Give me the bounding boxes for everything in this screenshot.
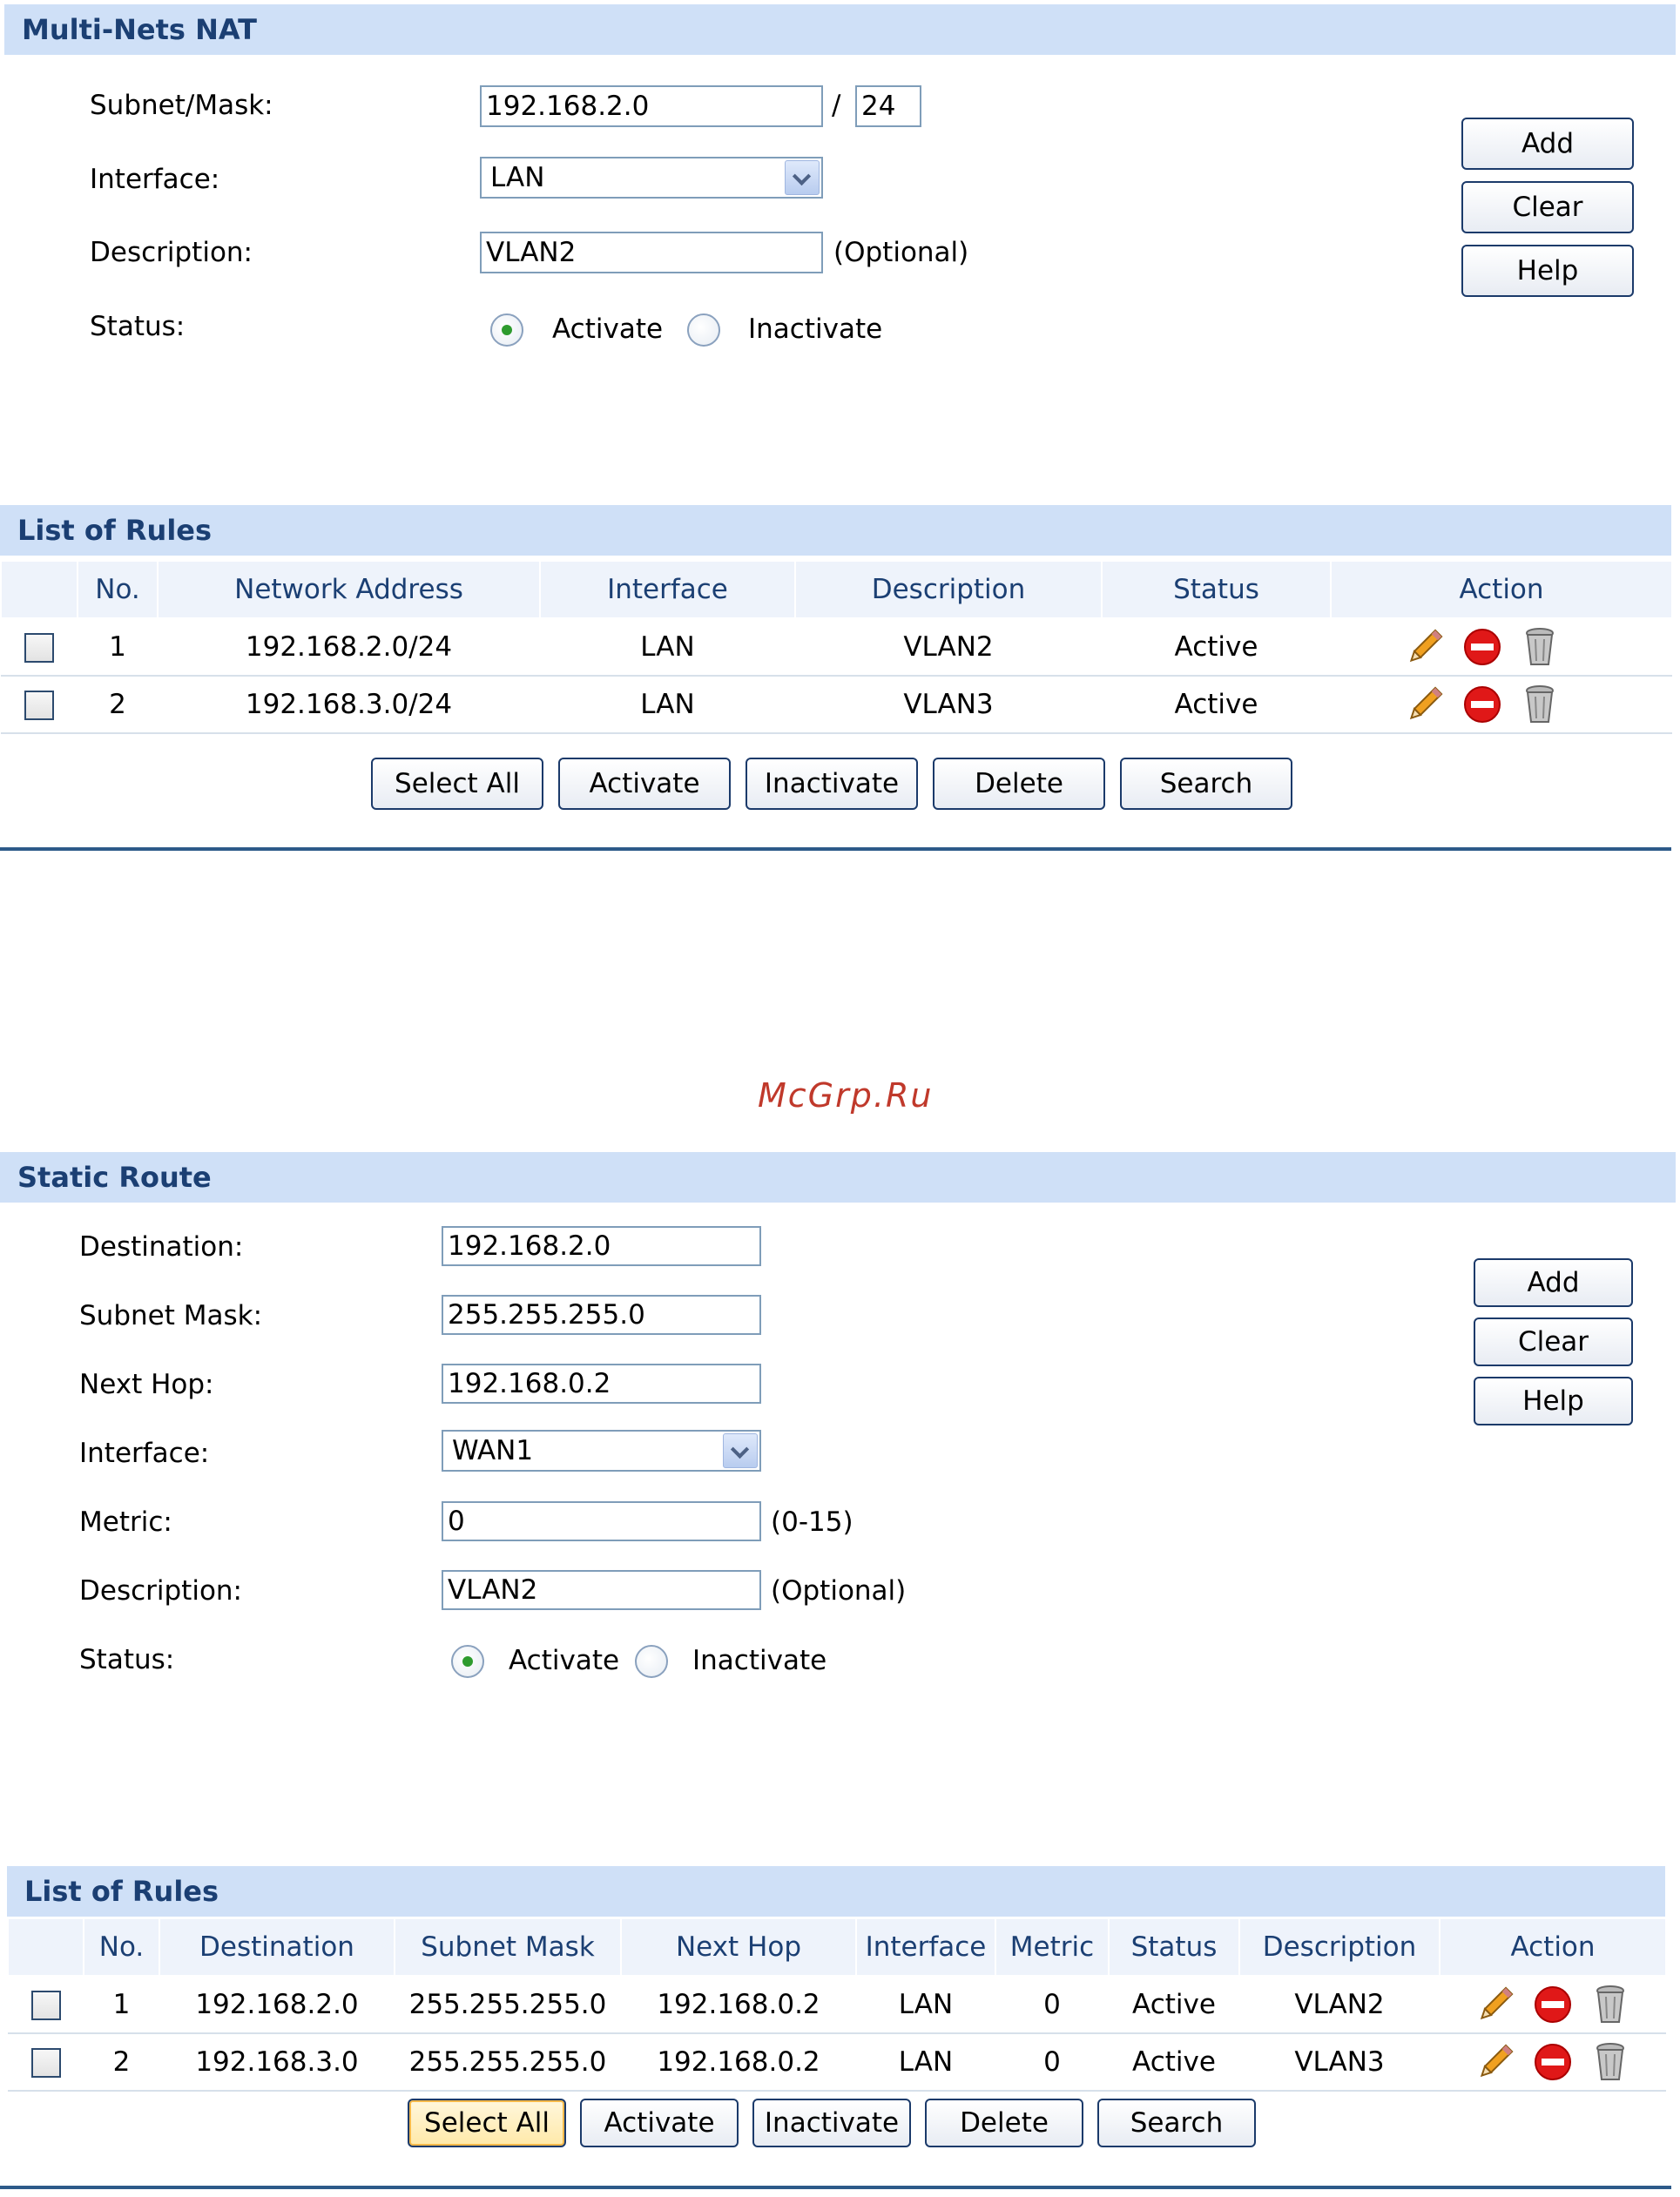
route-status-inactivate-label: Inactivate — [692, 1645, 827, 1676]
chevron-down-icon[interactable] — [723, 1433, 758, 1468]
row-mask: 255.255.255.0 — [395, 2033, 621, 2091]
col-action: Action — [1331, 561, 1672, 618]
row-interface: LAN — [540, 676, 795, 733]
col-select — [8, 1918, 84, 1976]
row-status: Active — [1102, 676, 1331, 733]
row-actions — [1440, 1976, 1666, 2033]
no-entry-icon[interactable] — [1461, 626, 1503, 668]
row-description: VLAN2 — [795, 618, 1102, 676]
nat-section-divider — [0, 847, 1671, 851]
nat-interface-label: Interface: — [90, 164, 220, 195]
route-clear-button[interactable]: Clear — [1474, 1318, 1633, 1366]
pencil-icon[interactable] — [1474, 2041, 1516, 2083]
row-description: VLAN3 — [1239, 2033, 1440, 2091]
subnet-mask-label: Subnet/Mask: — [90, 90, 273, 121]
route-delete-button[interactable]: Delete — [925, 2099, 1083, 2147]
row-checkbox[interactable] — [24, 691, 54, 720]
nat-interface-select[interactable] — [480, 157, 823, 199]
pencil-icon[interactable] — [1474, 1984, 1516, 2025]
nat-status-activate-radio[interactable] — [490, 313, 523, 347]
row-interface: LAN — [540, 618, 795, 676]
route-metric-input[interactable]: 0 — [442, 1501, 761, 1541]
row-interface: LAN — [856, 1976, 995, 2033]
row-actions — [1331, 676, 1672, 733]
col-interface: Interface — [856, 1918, 995, 1976]
row-no: 1 — [78, 618, 158, 676]
row-destination: 192.168.2.0 — [159, 1976, 395, 2033]
no-entry-icon[interactable] — [1461, 684, 1503, 725]
col-no: No. — [84, 1918, 159, 1976]
row-no: 2 — [84, 2033, 159, 2091]
nat-status-inactivate-radio[interactable] — [687, 313, 720, 347]
row-mask: 255.255.255.0 — [395, 1976, 621, 2033]
nat-status-activate-label: Activate — [552, 313, 664, 345]
route-status-label: Status: — [79, 1644, 175, 1675]
route-interface-value: WAN1 — [452, 1435, 534, 1466]
nat-rules-table — [0, 560, 1673, 734]
route-rules-title: List of Rules — [24, 1875, 219, 1908]
col-description: Description — [795, 561, 1102, 618]
nat-section-title: Multi-Nets NAT — [22, 13, 257, 46]
route-description-label: Description: — [79, 1575, 242, 1607]
route-section-header — [0, 1152, 1676, 1203]
trash-icon[interactable] — [1589, 2041, 1631, 2083]
route-interface-label: Interface: — [79, 1438, 210, 1469]
table-row — [8, 2033, 1666, 2091]
trash-icon[interactable] — [1519, 626, 1561, 668]
route-rules-table — [7, 1917, 1667, 2092]
row-metric: 0 — [995, 2033, 1109, 2091]
route-mask-input[interactable]: 255.255.255.0 — [442, 1295, 761, 1335]
route-select-all-button[interactable]: Select All — [408, 2099, 566, 2147]
col-status: Status — [1109, 1918, 1239, 1976]
nat-rules-title: List of Rules — [17, 514, 213, 547]
row-checkbox[interactable] — [31, 1991, 61, 2020]
row-status: Active — [1109, 1976, 1239, 2033]
route-add-button[interactable]: Add — [1474, 1258, 1633, 1307]
table-row — [1, 676, 1672, 733]
nat-description-input[interactable]: VLAN2 — [480, 232, 823, 273]
route-search-button[interactable]: Search — [1097, 2099, 1256, 2147]
col-action: Action — [1440, 1918, 1666, 1976]
trash-icon[interactable] — [1589, 1984, 1631, 2025]
nat-mask-input[interactable]: 24 — [855, 85, 921, 127]
pencil-icon[interactable] — [1404, 626, 1446, 668]
nat-interface-value: LAN — [490, 162, 545, 193]
row-interface: LAN — [856, 2033, 995, 2091]
nat-activate-button[interactable]: Activate — [558, 758, 731, 810]
subnet-slash: / — [832, 90, 841, 121]
nat-select-all-button[interactable]: Select All — [371, 758, 543, 810]
route-activate-button[interactable]: Activate — [580, 2099, 739, 2147]
nat-subnet-input[interactable]: 192.168.2.0 — [480, 85, 823, 127]
route-rules-header-row — [8, 1918, 1666, 1976]
row-checkbox[interactable] — [24, 633, 54, 663]
route-help-button[interactable]: Help — [1474, 1377, 1633, 1425]
nat-inactivate-button[interactable]: Inactivate — [746, 758, 918, 810]
destination-label: Destination: — [79, 1231, 244, 1263]
row-status: Active — [1109, 2033, 1239, 2091]
nat-rules-header-row — [1, 561, 1672, 618]
metric-range-hint: (0-15) — [771, 1506, 853, 1538]
route-status-activate-radio[interactable] — [451, 1645, 484, 1678]
col-no: No. — [78, 561, 158, 618]
route-section-divider — [0, 2186, 1671, 2189]
row-status: Active — [1102, 618, 1331, 676]
col-network-address: Network Address — [158, 561, 540, 618]
no-entry-icon[interactable] — [1532, 1984, 1574, 2025]
table-row — [1, 618, 1672, 676]
route-status-activate-label: Activate — [509, 1645, 620, 1676]
nat-search-button[interactable]: Search — [1120, 758, 1292, 810]
row-description: VLAN3 — [795, 676, 1102, 733]
route-mask-label: Subnet Mask: — [79, 1300, 263, 1331]
route-destination-input[interactable]: 192.168.2.0 — [442, 1226, 761, 1266]
chevron-down-icon[interactable] — [785, 160, 820, 195]
table-row — [8, 1976, 1666, 2033]
route-interface-select[interactable] — [442, 1430, 761, 1472]
route-nexthop-input[interactable]: 192.168.0.2 — [442, 1364, 761, 1404]
col-status: Status — [1102, 561, 1331, 618]
nat-optional-hint: (Optional) — [833, 237, 969, 268]
nat-help-button[interactable]: Help — [1461, 245, 1634, 297]
nat-status-label: Status: — [90, 311, 186, 342]
row-actions — [1440, 2033, 1666, 2091]
nat-add-button[interactable]: Add — [1461, 118, 1634, 170]
route-description-input[interactable]: VLAN2 — [442, 1570, 761, 1610]
route-rules-header — [7, 1866, 1665, 1917]
col-subnet-mask: Subnet Mask — [395, 1918, 621, 1976]
row-checkbox[interactable] — [31, 2048, 61, 2078]
row-metric: 0 — [995, 1976, 1109, 2033]
col-destination: Destination — [159, 1918, 395, 1976]
no-entry-icon[interactable] — [1532, 2041, 1574, 2083]
col-interface: Interface — [540, 561, 795, 618]
row-nexthop: 192.168.0.2 — [621, 2033, 856, 2091]
route-inactivate-button[interactable]: Inactivate — [752, 2099, 911, 2147]
route-section-title: Static Route — [17, 1161, 212, 1194]
row-no: 2 — [78, 676, 158, 733]
nat-section-header — [4, 4, 1676, 55]
col-select — [1, 561, 78, 618]
row-nexthop: 192.168.0.2 — [621, 1976, 856, 2033]
row-no: 1 — [84, 1976, 159, 2033]
col-next-hop: Next Hop — [621, 1918, 856, 1976]
route-optional-hint: (Optional) — [771, 1575, 907, 1607]
nat-rules-header — [0, 505, 1671, 556]
row-actions — [1331, 618, 1672, 676]
nexthop-label: Next Hop: — [79, 1369, 214, 1400]
col-description: Description — [1239, 1918, 1440, 1976]
nat-description-label: Description: — [90, 237, 253, 268]
nat-clear-button[interactable]: Clear — [1461, 181, 1634, 233]
nat-status-inactivate-label: Inactivate — [748, 313, 883, 345]
row-network: 192.168.3.0/24 — [158, 676, 540, 733]
nat-delete-button[interactable]: Delete — [933, 758, 1105, 810]
col-metric: Metric — [995, 1918, 1109, 1976]
route-status-inactivate-radio[interactable] — [635, 1645, 668, 1678]
pencil-icon[interactable] — [1404, 684, 1446, 725]
row-destination: 192.168.3.0 — [159, 2033, 395, 2091]
watermark-text: McGrp.Ru — [758, 1076, 934, 1115]
row-network: 192.168.2.0/24 — [158, 618, 540, 676]
row-description: VLAN2 — [1239, 1976, 1440, 2033]
trash-icon[interactable] — [1519, 684, 1561, 725]
metric-label: Metric: — [79, 1506, 172, 1538]
